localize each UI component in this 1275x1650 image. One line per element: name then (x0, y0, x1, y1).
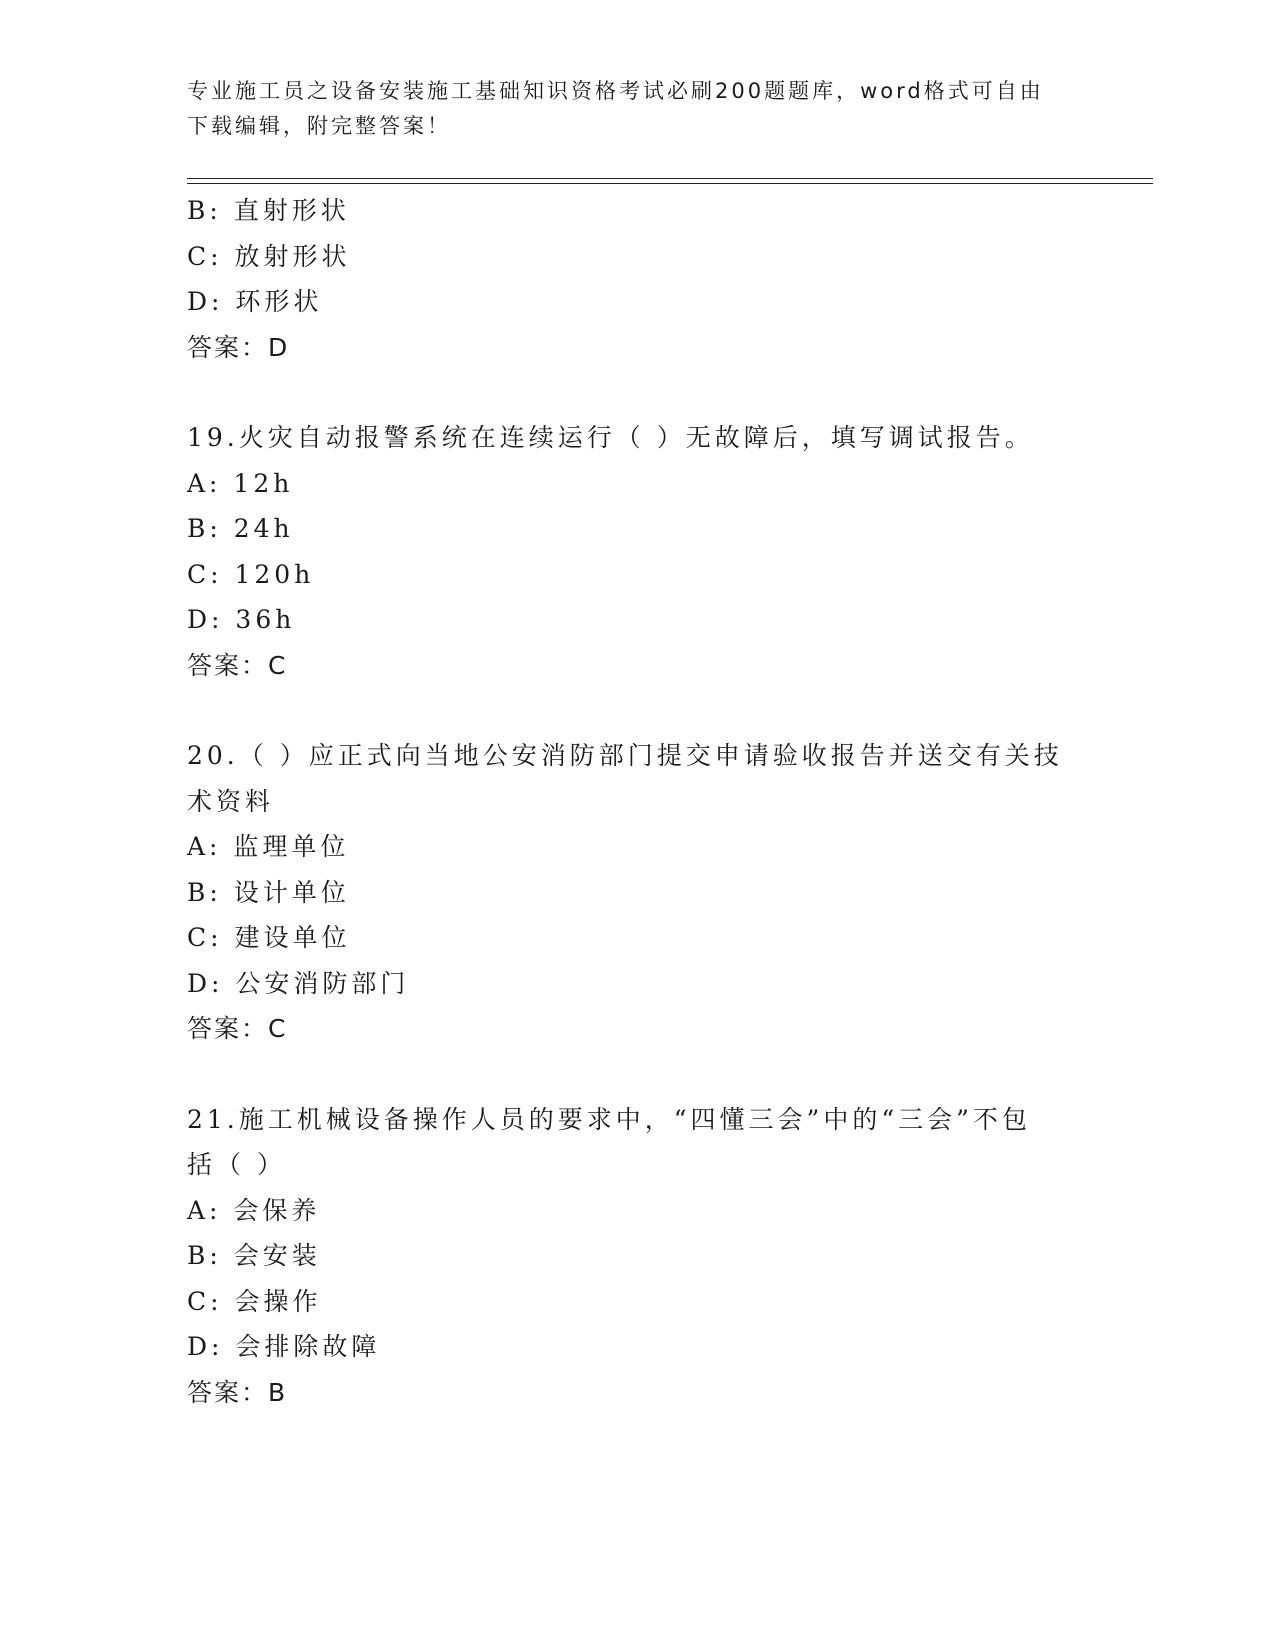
option-b: B: 会安装 (187, 1241, 321, 1270)
option-c: C: 放射形状 (187, 241, 351, 271)
answer-line: 答案：C (187, 650, 288, 680)
header-line-2: 下载编辑，附完整答案！ (187, 114, 451, 138)
answer-line: 答案：B (187, 1377, 288, 1407)
option-d: D: 环形状 (187, 287, 323, 316)
option-b: B: 24h (187, 514, 294, 543)
option-a: A: 会保养 (187, 1195, 321, 1225)
question-21 (187, 1097, 1087, 1416)
question-20 (187, 733, 1087, 1052)
question-stem: 20.（ ）应正式向当地公安消防部门提交申请验收报告并送交有关技 (187, 741, 1063, 770)
option-c: C: 建设单位 (187, 923, 351, 952)
option-b: B: 设计单位 (187, 877, 350, 907)
answer-line: 答案：D (187, 332, 290, 362)
header-line-1: 专业施工员之设备安装施工基础知识资格考试必刷200题题库，word格式可自由 (187, 79, 1044, 103)
option-d: D: 会排除故障 (187, 1332, 381, 1361)
question-19 (187, 415, 1087, 688)
spacer (187, 1052, 1087, 1097)
option-a: A: 监理单位 (187, 832, 350, 861)
header-divider-top (187, 178, 1153, 179)
option-c: C: 120h (187, 559, 315, 589)
option-d: D: 36h (187, 605, 296, 634)
question-stem: 19.火灾自动报警系统在连续运行（ ）无故障后，填写调试报告。 (187, 423, 1034, 452)
header-divider-bottom (187, 183, 1153, 184)
spacer (187, 370, 1087, 415)
document-header (187, 74, 1067, 144)
spacer (187, 688, 1087, 733)
question-stem-continued: 括（ ） (187, 1150, 286, 1179)
question-18-tail (187, 188, 1087, 370)
option-b: B: 直射形状 (187, 196, 350, 225)
option-c: C: 会操作 (187, 1286, 322, 1316)
question-list (187, 188, 1087, 1415)
answer-line: 答案：C (187, 1014, 288, 1043)
question-stem-continued: 术资料 (187, 786, 275, 816)
question-stem: 21.施工机械设备操作人员的要求中，“四懂三会”中的“三会”不包 (187, 1104, 1031, 1134)
option-d: D: 公安消防部门 (187, 968, 410, 998)
option-a: A: 12h (187, 468, 294, 498)
